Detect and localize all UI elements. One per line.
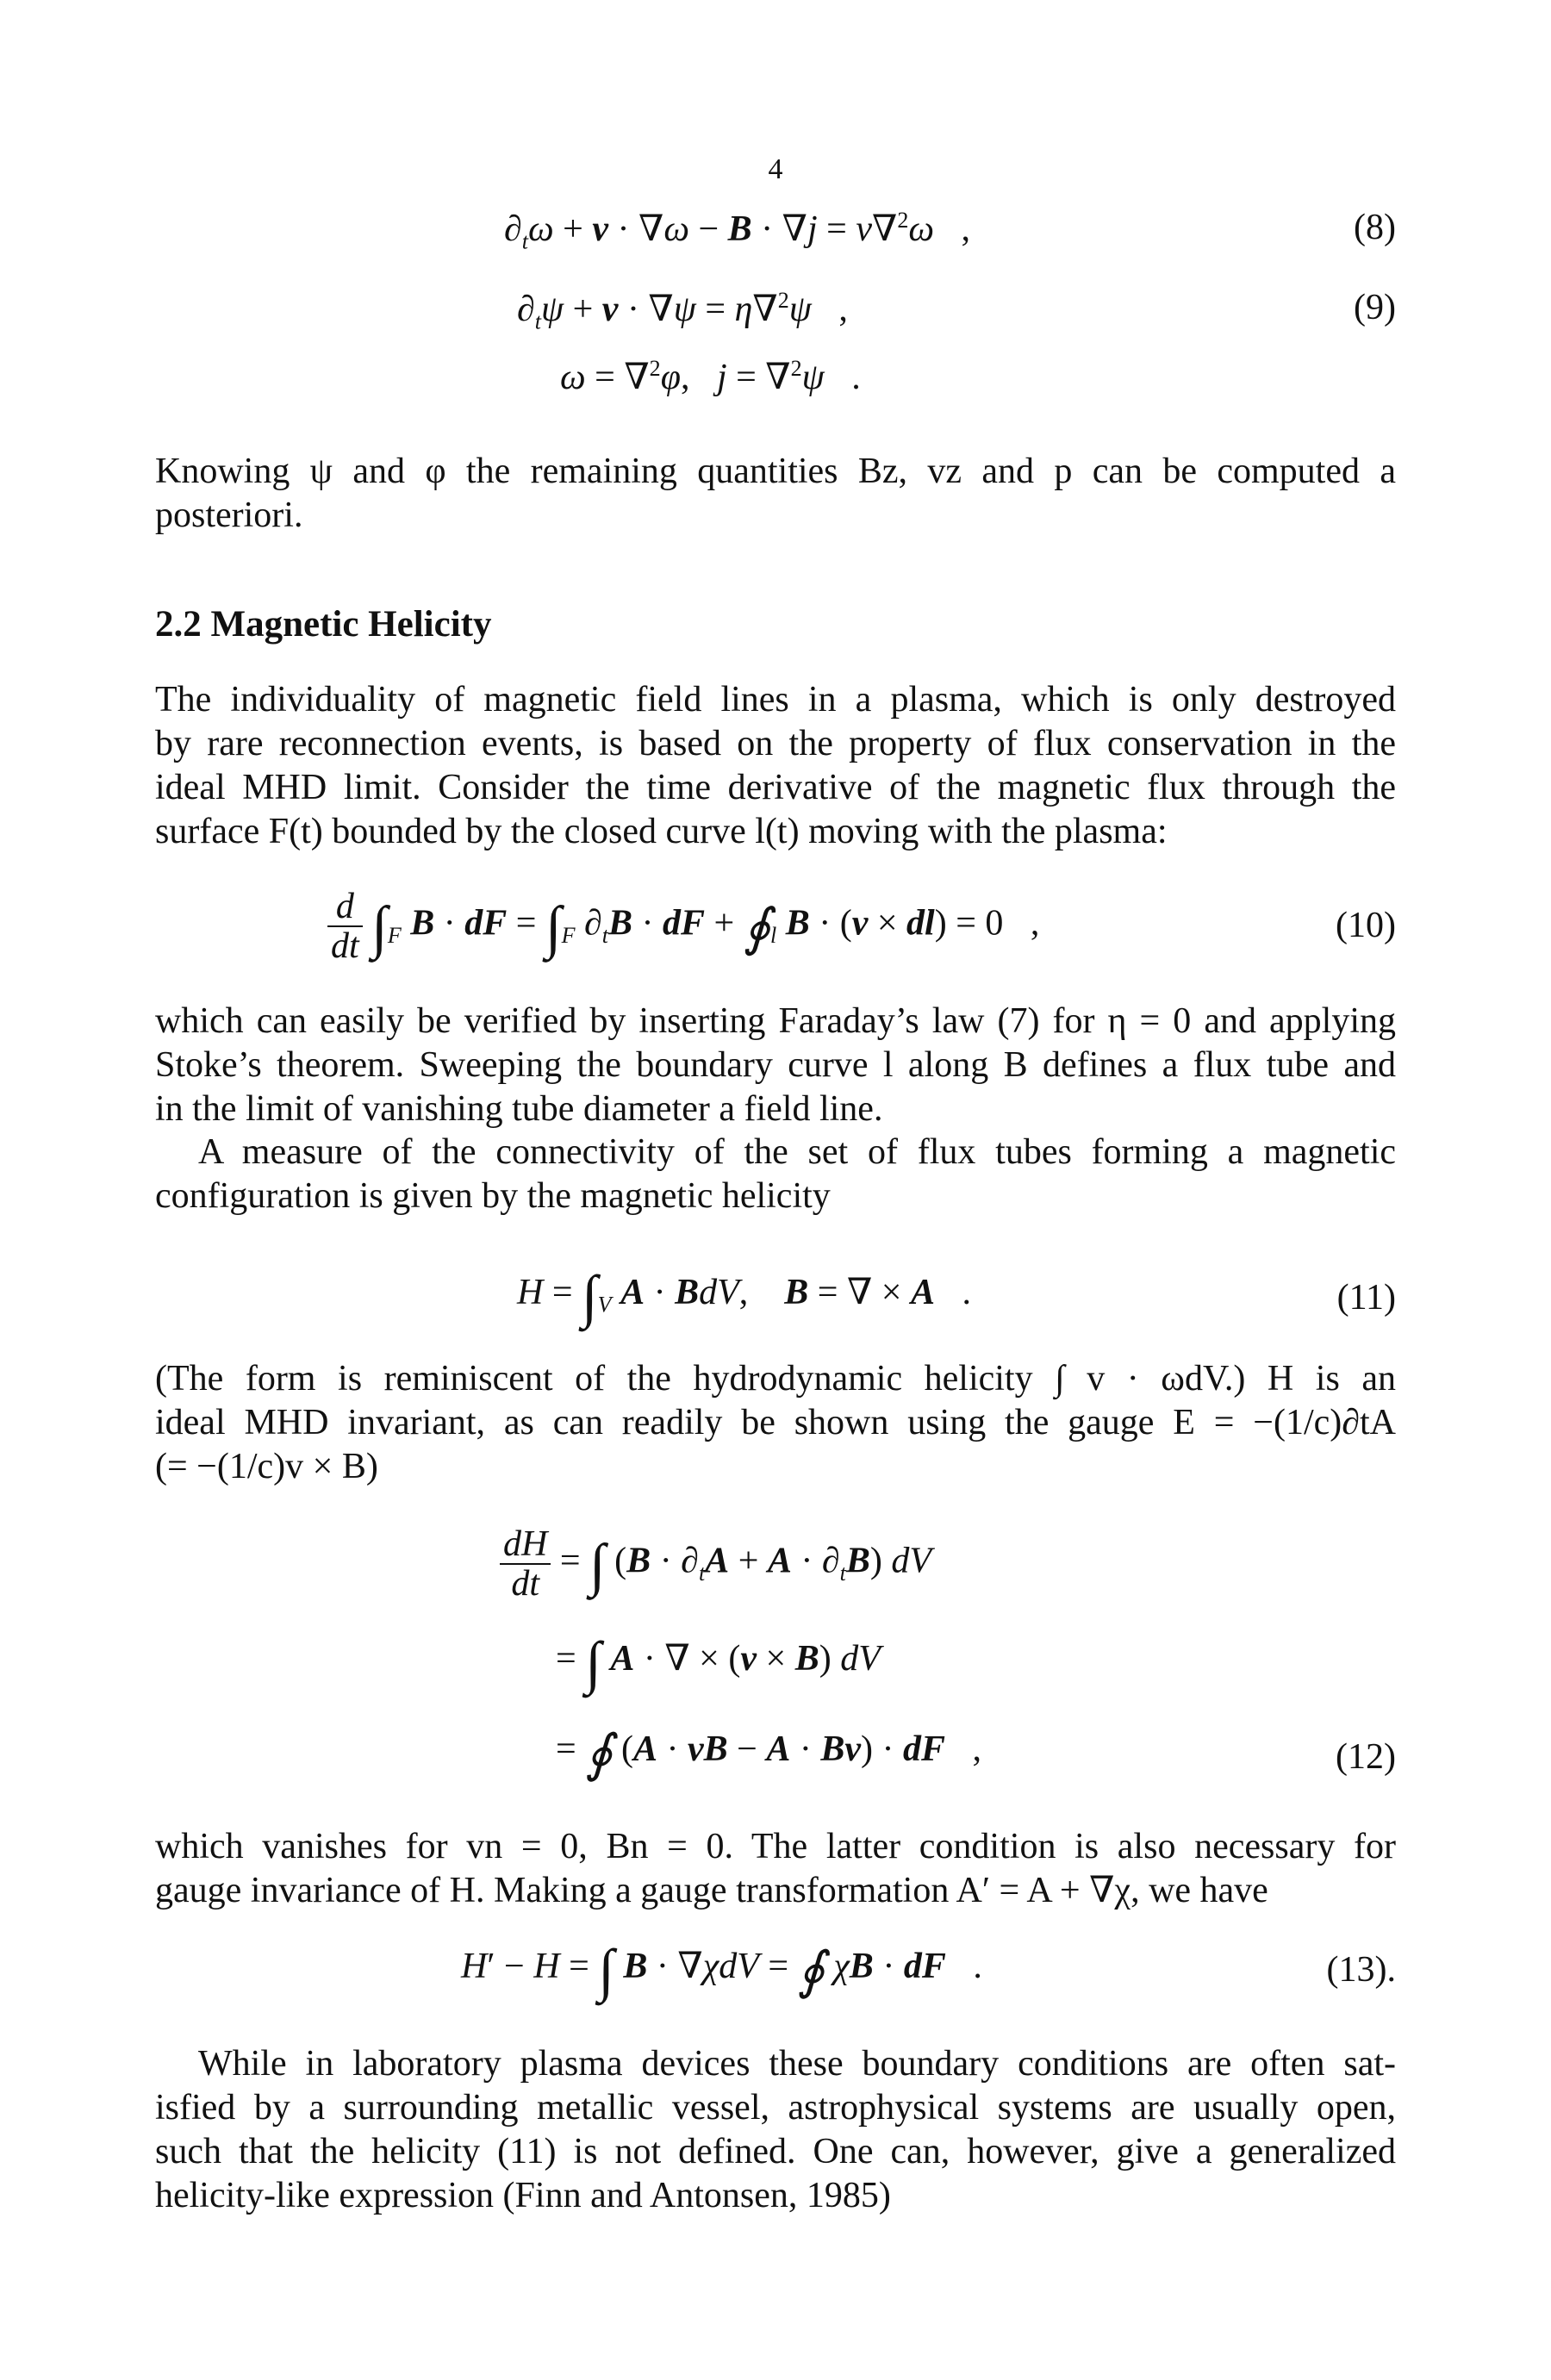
text-line: such that the helicity (11) is not defined. One can, however, give a generalized — [155, 2132, 1396, 2171]
text-line: (= −(1/c)v × B) — [155, 1447, 378, 1486]
equation-13-number: (13). — [1326, 1950, 1396, 1990]
text-line: ideal MHD limit. Consider the time derivative of the magnetic flux through the — [155, 768, 1396, 807]
equation-10-number: (10) — [1336, 906, 1396, 945]
page-number: 4 — [768, 153, 783, 185]
paragraph-knowing — [155, 450, 1396, 538]
text-line: configuration is given by the magnetic helicity — [155, 1176, 831, 1216]
paragraph-measure — [155, 1131, 1396, 1218]
text-line: surface F(t) bounded by the closed curve l(t) moving with the plasma: — [155, 812, 1168, 851]
equation-8-number: (8) — [1354, 208, 1396, 247]
text-line: by rare reconnection events, is based on the property of flux conservation in the — [155, 724, 1396, 763]
text-line: Knowing ψ and φ the remaining quantities Bz, vz and p can be computed a — [155, 452, 1396, 491]
paragraph-faraday — [155, 1000, 1396, 1131]
text-line: The individuality of magnetic field lines in a plasma, which is only destroyed — [155, 680, 1396, 720]
text-line: (The form is reminiscent of the hydrodynamic helicity ∫ v · ωdV.) H is an — [155, 1359, 1396, 1399]
text-line: ideal MHD invariant, as can readily be shown using the gauge E = −(1/c)∂tA — [155, 1403, 1396, 1442]
text-line: posteriori. — [155, 495, 303, 535]
equation-9-number: (9) — [1354, 288, 1396, 327]
paragraph-reminiscent — [155, 1357, 1396, 1489]
text-line: which vanishes for vn = 0, Bn = 0. The latter condition is also necessary for — [155, 1827, 1396, 1866]
section-number: 2.2 — [155, 604, 202, 645]
paragraph-vanishes — [155, 1825, 1396, 1913]
section-title: Magnetic Helicity — [210, 604, 492, 645]
text-line: in the limit of vanishing tube diameter a field line. — [155, 1089, 883, 1129]
text-line: A measure of the connectivity of the set of flux tubes forming a magnetic — [198, 1132, 1396, 1172]
paragraph-individuality — [155, 678, 1396, 854]
section-heading — [155, 603, 491, 645]
text-line: Stoke’s theorem. Sweeping the boundary curve l along B defines a flux tube and — [155, 1045, 1396, 1085]
text-line: gauge invariance of H. Making a gauge transformation A′ = A + ∇χ, we have — [155, 1871, 1268, 1910]
text-line: While in laboratory plasma devices these boundary conditions are often sat- — [198, 2044, 1396, 2084]
paragraph-laboratory — [155, 2042, 1396, 2218]
equation-12-number: (12) — [1336, 1737, 1396, 1777]
text-line: which can easily be verified by inserting Faraday’s law (7) for η = 0 and applying — [155, 1001, 1396, 1041]
equation-11-number: (11) — [1336, 1278, 1396, 1318]
text-line: helicity-like expression (Finn and Antonsen, 1985) — [155, 2176, 891, 2215]
text-line: isfied by a surrounding metallic vessel, astrophysical systems are usually open, — [155, 2088, 1396, 2128]
page: 4 $\partial_t\omega + v \cdot \nabla\omega - B \cdot \nabla j = \nu\nabla^2\omega$ , (8) $\partial_t\psi + v \cdot \nabla\psi = \eta\nabla^2\psi$ , (9) ω = ∇$^2$φ, j = ∇$^2$ψ . Knowing ψ and φ the remaining quantities Bz, vz and p can be computed a posteriori. 2.2 Magnetic Helicity The individuality of magnetic field lines in a plasma, which is only destroyed by rare reconnection events, is based on the property of flux conservation in the ideal MHD limit. Consider the time derivative of the magnetic flux through the surface F(t) bounded by the closed curve l(t) moving with the plasma: $\frac{d}{dt}$ $\int_F$ B · dF = $\int_F$ $\partial_tB$ · dF + $∮_l$ B · (v × dl) = 0 , (10) which can easily be verified by inserting Faraday’s law (7) for η = 0 and applying Stoke’s theorem. Sweeping the boundary curve l along B defines a flux tube and in the limit of vanishing tube diameter a field line. A measure of the connectivity of the set of flux tubes forming a magnetic configuration is given by the magnetic helicity $H = \int_V$ A · BdV, B = ∇ × A . (11) (The form is reminiscent of the hydrodynamic helicity ∫ v · ωdV.) H is an ideal MHD invariant, as can readily be shown using the gauge E = −(1/c)∂tA (= −(1/c)v × B) $\frac{dH}{dt}$ = ∫ $(B \cdot \partial_tA + A \cdot \partial_tB)$ dV = ∫ A · ∇ × (v × B) dV = ∮ (A · vB − A · Bv) · dF , (12) which vanishes for vn = 0, Bn = 0. The latter condition is also necessary for gauge invariance of H. Making a gauge transformation A′ = A + ∇χ, we have H′ − H = ∫ B · ∇χdV = ∮ χB · dF . (13). While in laboratory plasma devices these boundary conditions are often sat- isfied by a surrounding metallic vessel, astrophysical systems are usually open, such that the helicity (11) is not defined. One can, however, give a generalized helicity-like expression (Finn and Antonsen, 1985) — [0, 0, 1551, 2380]
